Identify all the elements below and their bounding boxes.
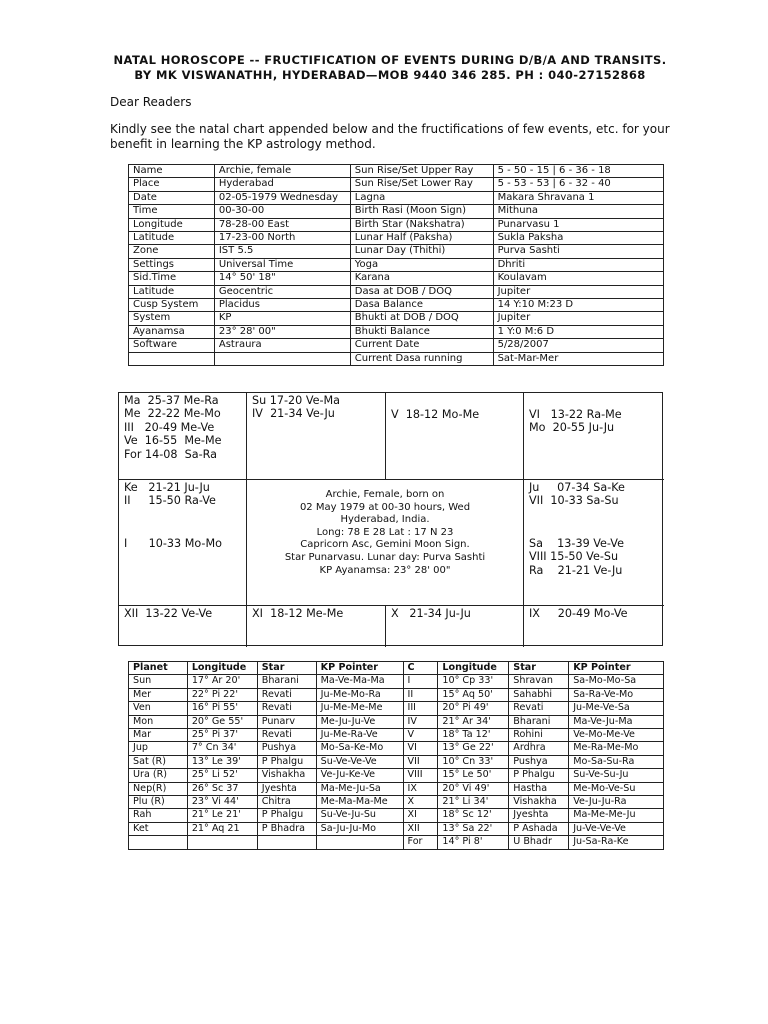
planet-cell: Shravan <box>509 675 569 688</box>
planet-cell: VII <box>403 755 438 768</box>
info-cell: Current Date <box>350 339 493 352</box>
chart-cell-mid-left-2: I 10-33 Mo-Mo <box>124 537 222 550</box>
planet-cell: 16° Pi 55' <box>187 702 257 715</box>
info-cell <box>214 352 350 365</box>
planet-cell: 21° Li 34' <box>438 796 509 809</box>
info-cell: Jupiter <box>493 285 663 298</box>
info-cell: Lunar Day (Thithi) <box>350 245 493 258</box>
planet-cell: P Bhadra <box>257 822 316 835</box>
planet-row <box>129 702 664 715</box>
planet-cell: IV <box>403 715 438 728</box>
chart-cell-top-right: VI 13-22 Ra-Me Mo 20-55 Ju-Ju <box>529 408 622 435</box>
planet-cell: XII <box>403 822 438 835</box>
planet-cell: Ve-Ju-Ju-Ra <box>569 796 664 809</box>
planet-cell: Ma-Me-Me-Ju <box>569 809 664 822</box>
planet-cell: Ju-Me-Me-Me <box>316 702 403 715</box>
planet-cell: P Phalgu <box>509 769 569 782</box>
chart-center-details <box>247 479 523 605</box>
planet-cell: 10° Cp 33' <box>438 675 509 688</box>
info-row <box>129 272 664 285</box>
chart-cell-mid-left-1: Ke 21-21 Ju-Ju II 15-50 Ra-Ve <box>124 481 216 508</box>
planet-cell: Sahabhi <box>509 688 569 701</box>
info-cell: Archie, female <box>214 165 350 178</box>
info-cell: Makara Shravana 1 <box>493 191 663 204</box>
planet-cell: Ma-Ve-Ma-Ma <box>316 675 403 688</box>
planet-cell: XI <box>403 809 438 822</box>
info-cell: Hyderabad <box>214 178 350 191</box>
planet-cell: Pushya <box>257 742 316 755</box>
chart-cell-bottom-3: X 21-34 Ju-Ju <box>391 607 471 620</box>
planet-row <box>129 782 664 795</box>
planet-cell: 21° Ar 34' <box>438 715 509 728</box>
info-row <box>129 352 664 365</box>
planet-table-header <box>129 662 664 675</box>
planet-row <box>129 809 664 822</box>
planet-row <box>129 836 664 849</box>
info-cell: 23° 28' 00" <box>214 325 350 338</box>
info-row <box>129 312 664 325</box>
info-cell: Birth Star (Nakshatra) <box>350 218 493 231</box>
natal-chart <box>118 392 663 646</box>
column-header: KP Pointer <box>316 662 403 675</box>
planet-cell: 15° Le 50' <box>438 769 509 782</box>
planet-cell: Chitra <box>257 796 316 809</box>
info-row <box>129 218 664 231</box>
planet-row <box>129 675 664 688</box>
planet-cell: 23° Vi 44' <box>187 796 257 809</box>
info-cell: Place <box>129 178 215 191</box>
planet-cell: Su-Ve-Ju-Su <box>316 809 403 822</box>
planet-cell: VI <box>403 742 438 755</box>
column-header: Planet <box>129 662 188 675</box>
planet-cell: X <box>403 796 438 809</box>
planet-cell: Ket <box>129 822 188 835</box>
planet-cell: Ju-Sa-Ra-Ke <box>569 836 664 849</box>
chart-cell-mid-right-1: Ju 07-34 Sa-Ke VII 10-33 Sa-Su <box>529 481 625 508</box>
planet-cell: P Phalgu <box>257 809 316 822</box>
planet-row <box>129 729 664 742</box>
info-cell: 17-23-00 North <box>214 232 350 245</box>
planet-cell: Sa-Ju-Ju-Mo <box>316 822 403 835</box>
info-cell: Lagna <box>350 191 493 204</box>
planet-cell: 15° Aq 50' <box>438 688 509 701</box>
planet-cell: Sun <box>129 675 188 688</box>
planet-row <box>129 755 664 768</box>
planet-cell <box>129 836 188 849</box>
planet-cell: Revati <box>509 702 569 715</box>
info-cell: 5 - 50 - 15 | 6 - 36 - 18 <box>493 165 663 178</box>
planet-cell: 18° Ta 12' <box>438 729 509 742</box>
title-line-1: NATAL HOROSCOPE -- FRUCTIFICATION OF EVENTS DURING D/B/A AND TRANSITS. <box>113 53 667 67</box>
chart-center-line: Star Punarvasu. Lunar day: Purva Sashti <box>284 551 486 563</box>
chart-center-line: Capricorn Asc, Gemini Moon Sign. <box>300 539 470 551</box>
info-cell: 1 Y:0 M:6 D <box>493 325 663 338</box>
info-cell: Karana <box>350 272 493 285</box>
info-row <box>129 205 664 218</box>
info-cell: Sun Rise/Set Upper Ray <box>350 165 493 178</box>
info-cell: Yoga <box>350 258 493 271</box>
info-cell: Astraura <box>214 339 350 352</box>
planet-cell: 20° Pi 49' <box>438 702 509 715</box>
planet-cell: 14° Pi 8' <box>438 836 509 849</box>
planet-cell: Vishakha <box>257 769 316 782</box>
info-cell: Lunar Half (Paksha) <box>350 232 493 245</box>
info-cell: Purva Sashti <box>493 245 663 258</box>
planet-cell: Jyeshta <box>509 809 569 822</box>
info-cell: Birth Rasi (Moon Sign) <box>350 205 493 218</box>
planet-cell: 13° Ge 22' <box>438 742 509 755</box>
planet-cell: Ven <box>129 702 188 715</box>
planet-cusp-table <box>128 661 664 850</box>
info-cell: IST 5.5 <box>214 245 350 258</box>
planet-cell: 10° Cn 33' <box>438 755 509 768</box>
planet-cell: Sa-Mo-Mo-Sa <box>569 675 664 688</box>
planet-cell: Punarv <box>257 715 316 728</box>
planet-cell: Vishakha <box>509 796 569 809</box>
planet-cell: 25° Pi 37' <box>187 729 257 742</box>
planet-cell: I <box>403 675 438 688</box>
planet-cell: Jup <box>129 742 188 755</box>
planet-cell: Su-Ve-Su-Ju <box>569 769 664 782</box>
info-cell: Sun Rise/Set Lower Ray <box>350 178 493 191</box>
info-cell: System <box>129 312 215 325</box>
column-header: Star <box>509 662 569 675</box>
info-cell: Ayanamsa <box>129 325 215 338</box>
planet-cell: P Ashada <box>509 822 569 835</box>
chart-cell-bottom-left: XII 13-22 Ve-Ve <box>124 607 213 620</box>
info-row <box>129 258 664 271</box>
planet-row <box>129 796 664 809</box>
info-cell: Date <box>129 191 215 204</box>
planet-cell: Ardhra <box>509 742 569 755</box>
chart-center-line: KP Ayanamsa: 23° 28' 00" <box>319 564 451 576</box>
planet-cell: Revati <box>257 702 316 715</box>
planet-row <box>129 742 664 755</box>
planet-cell: Ju-Me-Ra-Ve <box>316 729 403 742</box>
info-row <box>129 299 664 312</box>
birth-details-table <box>128 164 664 366</box>
column-header: Longitude <box>438 662 509 675</box>
info-cell: Settings <box>129 258 215 271</box>
planet-cell: Su-Ve-Ve-Ve <box>316 755 403 768</box>
info-cell: Dasa at DOB / DOQ <box>350 285 493 298</box>
info-cell: KP <box>214 312 350 325</box>
info-cell: 5 - 53 - 53 | 6 - 32 - 40 <box>493 178 663 191</box>
planet-cell: III <box>403 702 438 715</box>
planet-cell: 21° Le 21' <box>187 809 257 822</box>
info-row <box>129 245 664 258</box>
info-cell: Time <box>129 205 215 218</box>
info-cell: Software <box>129 339 215 352</box>
planet-cell: For <box>403 836 438 849</box>
planet-cell: Mon <box>129 715 188 728</box>
info-row <box>129 339 664 352</box>
planet-cell: Mo-Sa-Su-Ra <box>569 755 664 768</box>
info-cell: Longitude <box>129 218 215 231</box>
planet-cell: Mer <box>129 688 188 701</box>
planet-cell: P Phalgu <box>257 755 316 768</box>
planet-cell: Sa-Ra-Ve-Mo <box>569 688 664 701</box>
chart-cell-top-left: Ma 25-37 Me-Ra Me 22-22 Me-Mo III 20-49 Me-Ve Ve 16-55 Me-Me For 14-08 Sa-Ra <box>124 394 222 461</box>
planet-cell: II <box>403 688 438 701</box>
info-cell: 00-30-00 <box>214 205 350 218</box>
chart-cell-mid-right-2: Sa 13-39 Ve-Ve VIII 15-50 Ve-Su Ra 21-21 Ve-Ju <box>529 537 624 577</box>
info-cell: 02-05-1979 Wednesday <box>214 191 350 204</box>
planet-cell: 22° Pi 22' <box>187 688 257 701</box>
chart-center-line: Archie, Female, born on <box>325 489 445 500</box>
planet-cell: Ju-Me-Ve-Sa <box>569 702 664 715</box>
planet-row <box>129 715 664 728</box>
info-cell: Jupiter <box>493 312 663 325</box>
intro-paragraph: Kindly see the natal chart appended below and the fructifications of few events, etc. for your benefit in learning the KP astrology method. <box>110 122 670 151</box>
info-row <box>129 191 664 204</box>
planet-cell: Ura (R) <box>129 769 188 782</box>
info-cell: Sukla Paksha <box>493 232 663 245</box>
planet-cell: Rah <box>129 809 188 822</box>
chart-cell-top-2: Su 17-20 Ve-Ma IV 21-34 Ve-Ju <box>252 394 341 421</box>
info-cell: Dasa Balance <box>350 299 493 312</box>
planet-cell <box>187 836 257 849</box>
planet-cell: Bharani <box>509 715 569 728</box>
planet-cell: Me-Ma-Ma-Me <box>316 796 403 809</box>
info-cell: Bhukti Balance <box>350 325 493 338</box>
planet-cell: Ve-Mo-Me-Ve <box>569 729 664 742</box>
planet-cell: 18° Sc 12' <box>438 809 509 822</box>
planet-cell: Bharani <box>257 675 316 688</box>
planet-row <box>129 688 664 701</box>
planet-cell: Ju-Ve-Ve-Ve <box>569 822 664 835</box>
planet-cell: Jyeshta <box>257 782 316 795</box>
column-header: Star <box>257 662 316 675</box>
planet-cell: Sat (R) <box>129 755 188 768</box>
planet-cell: Ju-Me-Mo-Ra <box>316 688 403 701</box>
planet-cell: 20° Vi 49' <box>438 782 509 795</box>
planet-cell: U Bhadr <box>509 836 569 849</box>
info-cell: Sat-Mar-Mer <box>493 352 663 365</box>
info-cell: 78-28-00 East <box>214 218 350 231</box>
chart-cell-bottom-right: IX 20-49 Mo-Ve <box>529 607 628 620</box>
planet-cell: Rohini <box>509 729 569 742</box>
planet-cell: Mar <box>129 729 188 742</box>
planet-cell <box>257 836 316 849</box>
planet-cell: Me-Ju-Ju-Ve <box>316 715 403 728</box>
planet-cell: Revati <box>257 729 316 742</box>
title-line-2: BY MK VISWANATHH, HYDERABAD—MOB 9440 346 285. PH : 040-27152868 <box>134 68 646 82</box>
planet-row <box>129 822 664 835</box>
planet-cell: 25° Li 52' <box>187 769 257 782</box>
info-cell: Punarvasu 1 <box>493 218 663 231</box>
info-cell: Bhukti at DOB / DOQ <box>350 312 493 325</box>
chart-cell-bottom-2: XI 18-12 Me-Me <box>252 607 344 620</box>
info-cell: Dhriti <box>493 258 663 271</box>
info-cell: 5/28/2007 <box>493 339 663 352</box>
info-cell: Geocentric <box>214 285 350 298</box>
planet-cell: 13° Sa 22' <box>438 822 509 835</box>
planet-cell: Revati <box>257 688 316 701</box>
info-row <box>129 178 664 191</box>
info-row <box>129 285 664 298</box>
planet-cell: Plu (R) <box>129 796 188 809</box>
info-cell: Name <box>129 165 215 178</box>
info-cell: 14 Y:10 M:23 D <box>493 299 663 312</box>
info-row <box>129 165 664 178</box>
planet-cell: 21° Aq 21 <box>187 822 257 835</box>
info-cell: Cusp System <box>129 299 215 312</box>
info-cell: Current Dasa running <box>350 352 493 365</box>
planet-cell: 7° Cn 34' <box>187 742 257 755</box>
planet-cell <box>316 836 403 849</box>
planet-cell: Nep(R) <box>129 782 188 795</box>
document-title <box>90 53 690 83</box>
info-cell: 14° 50' 18" <box>214 272 350 285</box>
planet-cell: Ve-Ju-Ke-Ve <box>316 769 403 782</box>
chart-center-line: Long: 78 E 28 Lat : 17 N 23 <box>316 526 454 538</box>
chart-cell-top-3: V 18-12 Mo-Me <box>391 408 480 421</box>
info-cell: Mithuna <box>493 205 663 218</box>
planet-cell: Me-Ra-Me-Mo <box>569 742 664 755</box>
planet-cell: 13° Le 39' <box>187 755 257 768</box>
info-cell: Koulavam <box>493 272 663 285</box>
chart-center-line: Hyderabad, India. <box>340 514 430 526</box>
info-cell <box>129 352 215 365</box>
column-header: C <box>403 662 438 675</box>
info-row <box>129 232 664 245</box>
planet-cell: Ma-Me-Ju-Sa <box>316 782 403 795</box>
planet-cell: Hastha <box>509 782 569 795</box>
info-row <box>129 325 664 338</box>
planet-cell: V <box>403 729 438 742</box>
info-cell: Latitude <box>129 232 215 245</box>
info-cell: Sid.Time <box>129 272 215 285</box>
planet-cell: IX <box>403 782 438 795</box>
planet-cell: Mo-Sa-Ke-Mo <box>316 742 403 755</box>
planet-cell: Ma-Ve-Ju-Ma <box>569 715 664 728</box>
planet-cell: 17° Ar 20' <box>187 675 257 688</box>
info-cell: Latitude <box>129 285 215 298</box>
chart-center-line: 02 May 1979 at 00-30 hours, Wed <box>299 501 471 513</box>
planet-row <box>129 769 664 782</box>
column-header: Longitude <box>187 662 257 675</box>
planet-cell: VIII <box>403 769 438 782</box>
info-cell: Universal Time <box>214 258 350 271</box>
column-header: KP Pointer <box>569 662 664 675</box>
info-cell: Zone <box>129 245 215 258</box>
salutation: Dear Readers <box>110 95 192 109</box>
planet-cell: 26° Sc 37 <box>187 782 257 795</box>
info-cell: Placidus <box>214 299 350 312</box>
planet-cell: Me-Mo-Ve-Su <box>569 782 664 795</box>
planet-cell: Pushya <box>509 755 569 768</box>
planet-cell: 20° Ge 55' <box>187 715 257 728</box>
